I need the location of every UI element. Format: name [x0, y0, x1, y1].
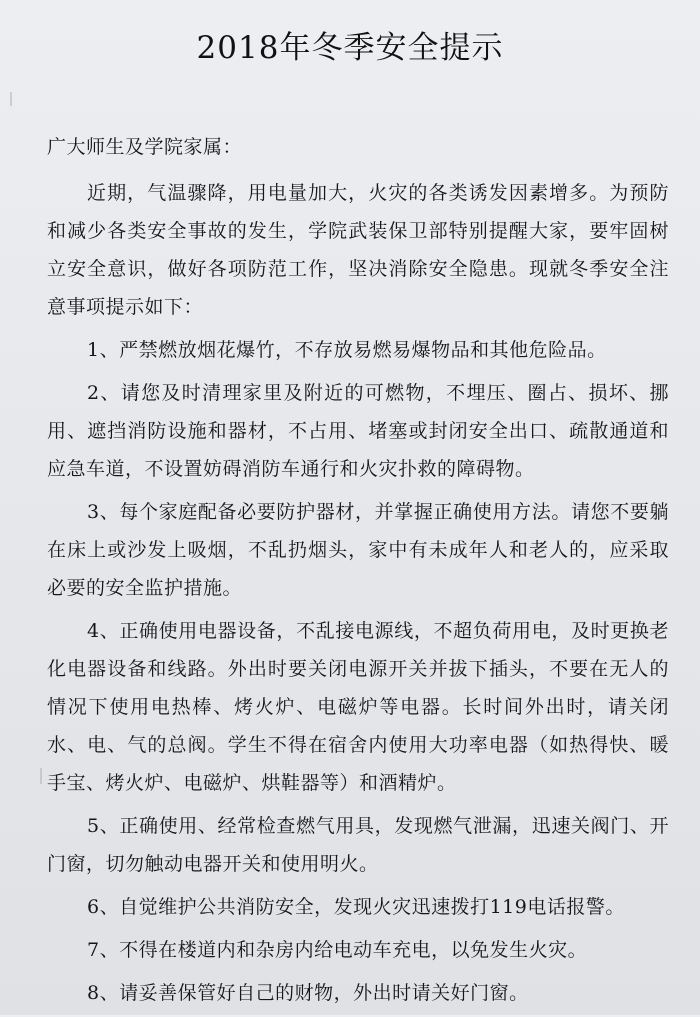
paragraph-intro: 近期，气温骤降，用电量加大，火灾的各类诱发因素增多。为预防和减少各类安全事故的发生，学院武装保卫部特别提醒大家，要牢固树立安全意识，做好各项防范工作，坚决消除安全隐患。现就冬季安全注意事项提示如下： — [47, 182, 669, 318]
list-item: 7、不得在楼道内和杂房内给电动车充电，以免发生火灾。 — [87, 939, 588, 961]
list-item: 3、每个家庭配备必要防护器材，并掌握正确使用方法。请您不要躺在床上或沙发上吸烟，不乱扔烟头，家中有未成年人和老人的，应采取必要的安全监护措施。 — [47, 501, 669, 599]
list-item: 2、请您及时清理家里及附近的可燃物，不埋压、圈占、损坏、挪用、遮挡消防设施和器材，不占用、堵塞或封闭安全出口、疏散通道和应急车道，不设置妨碍消防车通行和火灾扑救的障碍物。 — [47, 382, 669, 480]
document-body — [47, 128, 669, 1017]
paper-scratch — [40, 768, 42, 784]
list-item: 4、正确使用电器设备，不乱接电源线，不超负荷用电，及时更换老化电器设备和线路。外出时要关闭电源开关并拔下插头，不要在无人的情况下使用电热棒、烤火炉、电磁炉等电器。长时间外出时，请关闭水、电、气的总阀。学生不得在宿舍内使用大功率电器（如热得快、暖手宝、烤火炉、电磁炉、烘鞋器等）和酒精炉。 — [47, 620, 669, 794]
salutation: 广大师生及学院家属： — [47, 136, 243, 158]
list-item: 8、请妥善保管好自己的财物，外出时请关好门窗。 — [87, 982, 529, 1004]
list-item: 1、严禁燃放烟花爆竹，不存放易燃易爆物品和其他危险品。 — [87, 339, 607, 361]
list-item: 5、正确使用、经常检查燃气用具，发现燃气泄漏，迅速关阀门、开门窗，切勿触动电器开关和使用明火。 — [47, 815, 669, 875]
list-item: 6、自觉维护公共消防安全，发现火灾迅速拨打119电话报警。 — [87, 896, 625, 918]
page-title: 2018年冬季安全提示 — [196, 30, 504, 66]
paper-scratch — [10, 92, 12, 106]
